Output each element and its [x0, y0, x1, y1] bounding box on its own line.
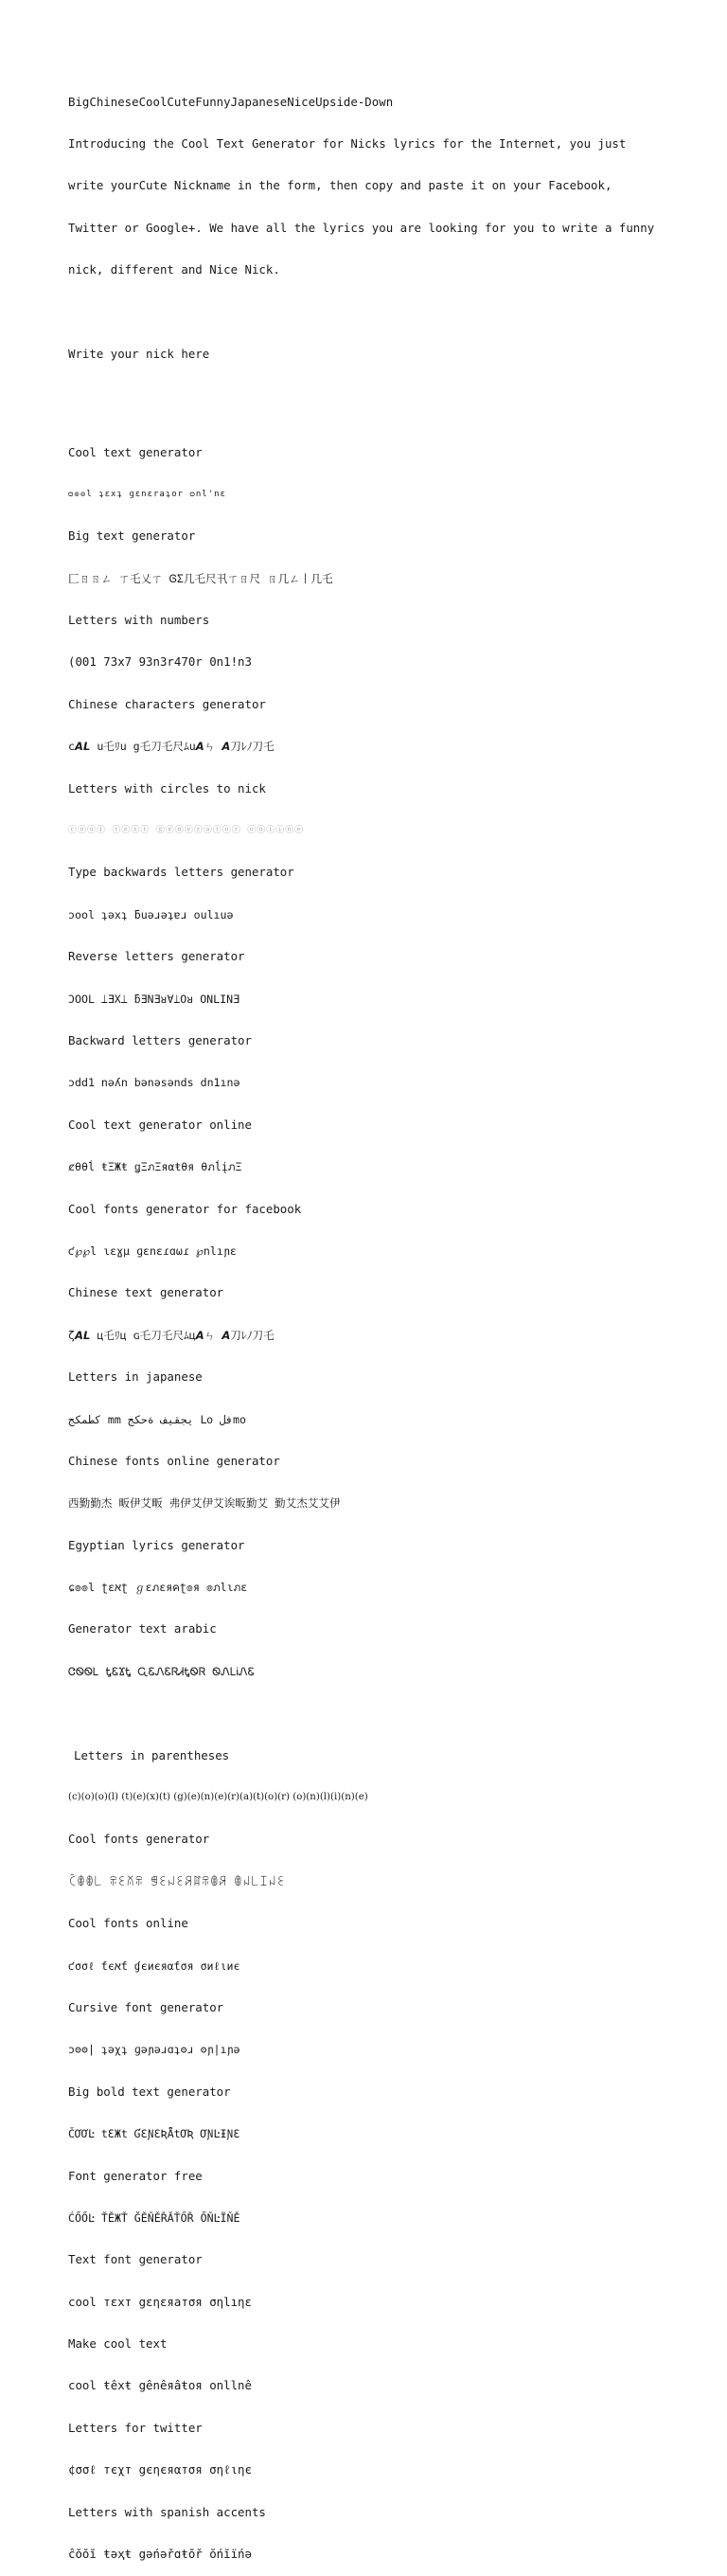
entry-label: Letters for twitter: [68, 2420, 203, 2435]
entry-label: Letters with spanish accents: [68, 2504, 266, 2519]
entry-sample: كطمكج mm يجقيف ةحكج ᒪo فلmo: [68, 1412, 246, 1426]
entry-sample: cool тεxт gεηεяaтσя σηlıηε: [68, 2294, 252, 2309]
document-title: BigChineseCoolCuteFunnyJapaneseNiceUpside-Down: [68, 94, 394, 109]
spacer: [68, 389, 712, 403]
intro-line: nick, different and Nice Nick.: [68, 262, 280, 277]
entry-sample: ȼθθĺ ŧΞЖŧ ǥΞภΞяαŧθя θภĺįภΞ: [68, 1160, 242, 1174]
entry-label: Type backwards letters generator: [68, 865, 294, 880]
entry-sample: ƈσσℓ ƭєאƭ ɠєиєяαƭσя σиℓιиє: [68, 1959, 240, 1973]
entry-label: Cursive font generator: [68, 1999, 224, 2014]
entry-sample: ĆŐŐĿ ŤĚЖŤ ĞĚŇĚŘĂŤŐŘ ŐŇĿĨŇĚ: [68, 2210, 240, 2225]
entry-sample: ɔdd1 nǝʎn bǝnǝsǝnds dn1ınǝ: [68, 1076, 240, 1090]
intro-line: Twitter or Google+. We have all the lyrics you are looking for you to write a funny: [68, 220, 655, 235]
entry-sample: 西勤勤杰 畈伊艾畈 弗伊艾伊艾诶畈勤艾 勤艾杰艾艾伊: [68, 1496, 341, 1511]
entry-label: Letters with circles to nick: [68, 780, 266, 796]
entry-sample: cool ŧêxŧ gênêяâŧoя onllnê: [68, 2378, 252, 2393]
entry-sample: c𝘼𝙇 u乇ﾘu g乇刀乇尺ﾑu𝘼ㄣ 𝘼刀ﾚﾉ刀乇: [68, 740, 275, 754]
intro-line: write yourCute Nickname in the form, then copy and paste it on your Facebook,: [68, 178, 612, 193]
entry-label: Backward letters generator: [68, 1032, 252, 1047]
entry-label: Chinese fonts online generator: [68, 1453, 280, 1468]
entry-sample: ¢σσℓ тєχт gєηєяαтσя σηℓιηє: [68, 2462, 252, 2478]
entry-sample: ᏣᏫᏫᏞ ᎿᏋϪᎿ ᏩᏋᏁᏋᏒᏗᎿᏫᏒ ᏫᏁᏞᎥᏁᏋ: [68, 1664, 255, 1678]
entry-label: Cool fonts online: [68, 1916, 188, 1931]
entry-label: Cool text generator: [68, 444, 203, 459]
spacer: [68, 306, 712, 320]
entry-label: Big text generator: [68, 528, 196, 544]
entry-label: Letters with numbers: [68, 613, 210, 628]
entry-sample: ɕ๏๏l ʈɛאʈ ℊɛภɛяคʈ๏я ๏ภlɩภɛ: [68, 1581, 248, 1595]
entry-label: Chinese text generator: [68, 1285, 224, 1300]
intro-line: Introducing the Cool Text Generator for Nicks lyrics for the Internet, you just: [68, 135, 627, 151]
entry-label: Make cool text: [68, 2336, 168, 2352]
entry-sample: ɔʘʘ| ʇǝχʇ ɡǝɲǝɹɑʇʘɹ ʘɲ|ıɲǝ: [68, 2043, 240, 2057]
entry-label: Big bold text generator: [68, 2084, 231, 2099]
entry-sample: (001 73x7 93n3r470r 0n1!n3: [68, 654, 252, 670]
entry-sample: ƈ℘℘l ɩɛɣμ ɡɛnɛɾɑωɾ ℘nlıɲɛ: [68, 1243, 237, 1258]
entry-label: Cool fonts generator for facebook: [68, 1201, 302, 1216]
entry-label: Egyptian lyrics generator: [68, 1537, 245, 1552]
nick-prompt: Write your nick here: [68, 346, 210, 361]
entry-sample: ČƠƠĿ tƐЖt ƓƐƝƐƦǞtƠƦ ƠƝĿƗƝƐ: [68, 2127, 240, 2141]
entry-sample: ƆOOL ⟘ƎX⟘ ƃƎNƎᴚ∀⟘Oᴚ ONLINƎ: [68, 992, 240, 1006]
entry-sample: ꉓꂦꂦ꒒ ꋖꏂꊼꋖ ꁅꏂꈤꏂꋪꍏꋖꂦꋪ ꂦꈤ꒒ꀤꈤꏂ: [68, 1874, 286, 1888]
entry-label: Font generator free: [68, 2168, 203, 2183]
entry-sample: (c)(o)(o)(l) (t)(e)(x)(t) (g)(e)(n)(e)(r)(a)(t)(o)(r) (o)(n)(l)(i)(n)(e): [68, 1792, 368, 1803]
entry-label: Cool fonts generator: [68, 1832, 210, 1847]
entry-sample: ᴑ๏๏l ʇɛxʇ ɡɛnɛraʇᴏr ᴑnl'nɛ: [68, 489, 226, 499]
entry-sample: ζ𝘼𝙇 ц乇ﾘц ɢ乇刀乇尺ﾑц𝘼ㄣ 𝘼刀ﾚﾉ刀乇: [68, 1328, 275, 1342]
entry-sample: ɔool ʇǝxʇ ƃuǝɹǝʇɐɹ oulıuǝ: [68, 907, 234, 921]
entry-label: Text font generator: [68, 2252, 203, 2267]
entry-label: Letters in japanese: [68, 1369, 203, 1385]
entry-label: Letters in parentheses: [74, 1747, 230, 1762]
entry-sample: ⓒⓞⓞⓛ ⓣⓔⓧⓣ ⓖⓔⓝⓔⓡⓐⓣⓞⓡ ⓞⓝⓛⓘⓝⓔ: [68, 826, 305, 836]
entry-label: Generator text arabic: [68, 1621, 217, 1637]
entry-sample: ĉŏŏĭ ŧǝҳŧ gǝńǝřɑŧŏř ŏńĭïńǝ: [68, 2547, 252, 2562]
entry-label: Cool text generator online: [68, 1117, 252, 1132]
entry-sample: 匚ㄖㄖㄥ ㄒ乇乂ㄒ ᎶΣ几乇尺卂ㄒㄖ尺 ㄖ几ㄥ丨几乇: [68, 571, 333, 585]
spacer: [68, 1707, 712, 1721]
document-body: [68, 67, 712, 2576]
entry-label: Reverse letters generator: [68, 949, 245, 964]
entry-label: Chinese characters generator: [68, 696, 266, 711]
